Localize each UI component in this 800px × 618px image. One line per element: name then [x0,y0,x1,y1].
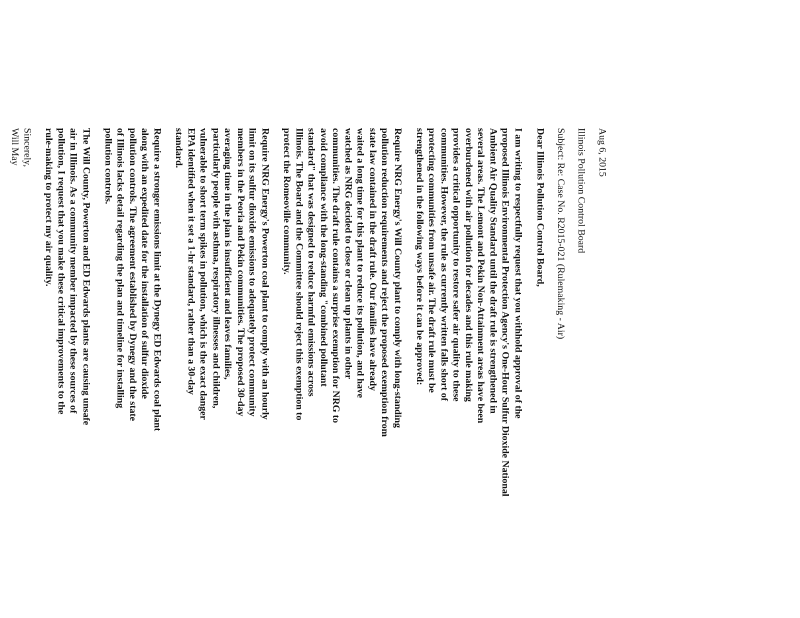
letter-paragraph-nrg-will-county: Require NRG Energy's Will County plant to comply with long-standing pollution reduction requirements and reject the proposed exemption from state law contained in the draft rule. Our families have already waited a long time for this plant to reduce its pollution, and have watched as NRG decided to close or clean up plants in other communities. The draft rule contains a surprise exemption for NRG to avoid compliance with the long-standing "combined pollutant standard" that was designed to reduce harmful emissions across Illinois. The Board and the Committee should reject this exemption to protect the Romeoville community. [281,128,404,437]
letter-paragraph-intro: I am writing to respectfully request that you withhold approval of the proposed Illinois Environmental Protection Agency's One-Hour Sulfur Dioxide National Ambient Air Quality Standard until the draft rule is strengthened in several areas. The Lemont and Pekin Non-Attainment areas have been overburdened with air pollution for decades and this rule making provides a critical opportunity to restore safer air quality to these communities. However, the rule as currently written falls short of protecting communities from unsafe air. The draft rule must be strengthened in the following ways before it can be approved: [414,128,524,497]
letter-signature-name: Will May [9,128,21,166]
letter-paragraph-powerton: Require NRG Energy's Powerton coal plant to comply with an hourly limit on its sulfur dioxide emissions to adequately protect community members in the Peoria and Pekin communities. The proposed 30-day averaging time in the plan is insufficient and leaves families, particularly people with asthma, respiratory illnesses and children, vulnerable to short term spikes in pollution, which is the exact danger EPA identified when it set a 1-hr standard, rather than a 30-day standard. [174,128,272,420]
letter-paragraph-conclusion: The Will County, Powerton and ED Edwards plants are causing unsafe air in Illinois. As a community member impacted by these sources of pollution, I request that you make these critical improvements to the rule-making to protect my air quality. [44,128,93,426]
letter-subject: Subject: Re: Case No. R2015-021 (Rulemaking - Air) [555,128,567,340]
letter-paragraph-ed-edwards: Require a stronger emissions limit at the Dynegy ED Edwards coal plant along with an expedited date for the installation of sulfur dioxide pollution controls. The agreement established by Dynegy and the state of Illinois lacks detail regarding the plan and timeline for installing pollution controls. [103,128,164,432]
letter-closing: Sincerely, [22,128,34,167]
letter-salutation: Dear Illinois Pollution Control Board, [535,128,547,287]
letter-date: Aug 6, 2015 [596,128,608,177]
rotated-letter [9,128,608,540]
letter-addressee: Illinois Pollution Control Board [576,128,588,254]
